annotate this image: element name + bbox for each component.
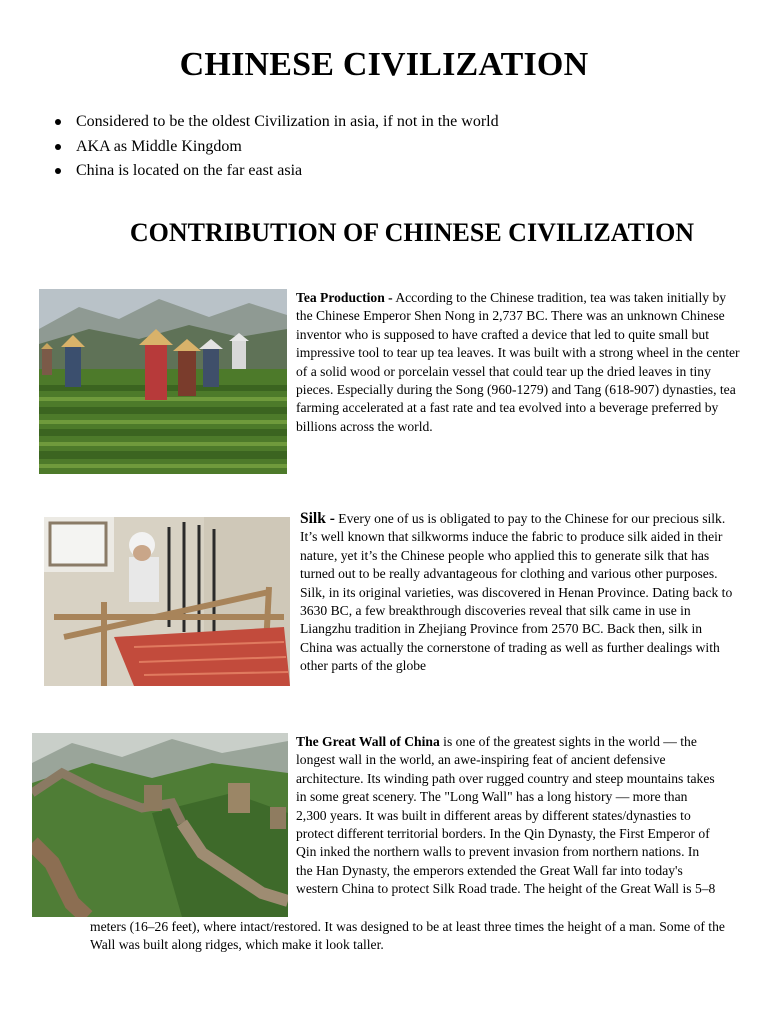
silk-loom-photo [44, 517, 290, 686]
silk-paragraph [300, 510, 736, 676]
silk-heading: Silk - [300, 510, 335, 527]
great-wall-paragraph-top [296, 733, 716, 899]
tea-production-text: According to the Chinese tradition, tea was taken initially by the Chinese Emperor Shen Nong in 2,737 BC. There was an unknown Chinese inventor who is supposed to have crafted a device that led to quite small but impressive tool to tear up tea leaves. It was built with a strong wheel in the center of a solid wood or porcelain vessel that could tear up the dried leaves in tiny pieces. Especially during the Song (960-1279) and Tang (618-907) dynasties, tea farming accelerated at a fast rate and tea evolved into a beverage preferred by billions across the world. [296, 290, 740, 434]
section-heading: CONTRIBUTION OF CHINESE CIVILIZATION [129, 218, 695, 247]
bullet-text: China is located on the far east asia [76, 162, 303, 179]
bullet-item [55, 135, 499, 160]
great-wall-paragraph-bottom [90, 918, 730, 955]
tea-production-paragraph [296, 289, 740, 436]
page-title: CHINESE CIVILIZATION [179, 46, 589, 83]
bullet-text: Considered to be the oldest Civilization in asia, if not in the world [76, 113, 499, 130]
bullet-item [55, 159, 499, 184]
bullet-item [55, 110, 499, 135]
bullet-dot-icon [55, 119, 61, 125]
tea-production-heading: Tea Production - [296, 290, 393, 305]
bullet-dot-icon [55, 168, 61, 174]
bullet-dot-icon [55, 144, 61, 150]
bullet-text: AKA as Middle Kingdom [76, 137, 242, 155]
intro-bullet-list [55, 110, 499, 184]
great-wall-photo [32, 733, 288, 917]
great-wall-text-bottom: meters (16–26 feet), where intact/restored. It was designed to be at least three times the height of a man. Some of the Wall was built along ridges, which make it look taller. [90, 919, 725, 953]
great-wall-heading: The Great Wall of China [296, 734, 440, 749]
great-wall-text-top: is one of the greatest sights in the world — the longest wall in the world, an awe-inspiring feat of ancient defensive architecture. Its winding path over rugged country and steep mountains takes in some great scenery. The "Long Wall" has a long history — more than 2,300 years. It was built in different areas by different states/dynasties to protect different territorial borders. In the Qin Dynasty, the First Emperor of Qin inked the northern walls to prevent invasion from northern nations. In the Han Dynasty, the emperors extended the Great Wall far into today's western China to protect Silk Road trade. The height of the Great Wall is 5–8 [296, 734, 716, 897]
tea-pickers-photo [39, 289, 287, 474]
silk-text: Every one of us is obligated to pay to the Chinese for our precious silk. It’s well known that silkworms induce the fabric to produce silk aided in their nature, yet it’s the Chinese people who applied this to generate silk that has turned out to be really advantageous for clothing and various other purposes. Silk, in its original varieties, was discovered in Henan Province. Dating back to 3630 BC, a few breakthrough discoveries reveal that silk came in use in Liangzhu tradition in Zhejiang Province from 2570 BC. Back then, silk in China was actually the cornerstone of trading as well as further dealings with other parts of the globe [300, 511, 733, 674]
